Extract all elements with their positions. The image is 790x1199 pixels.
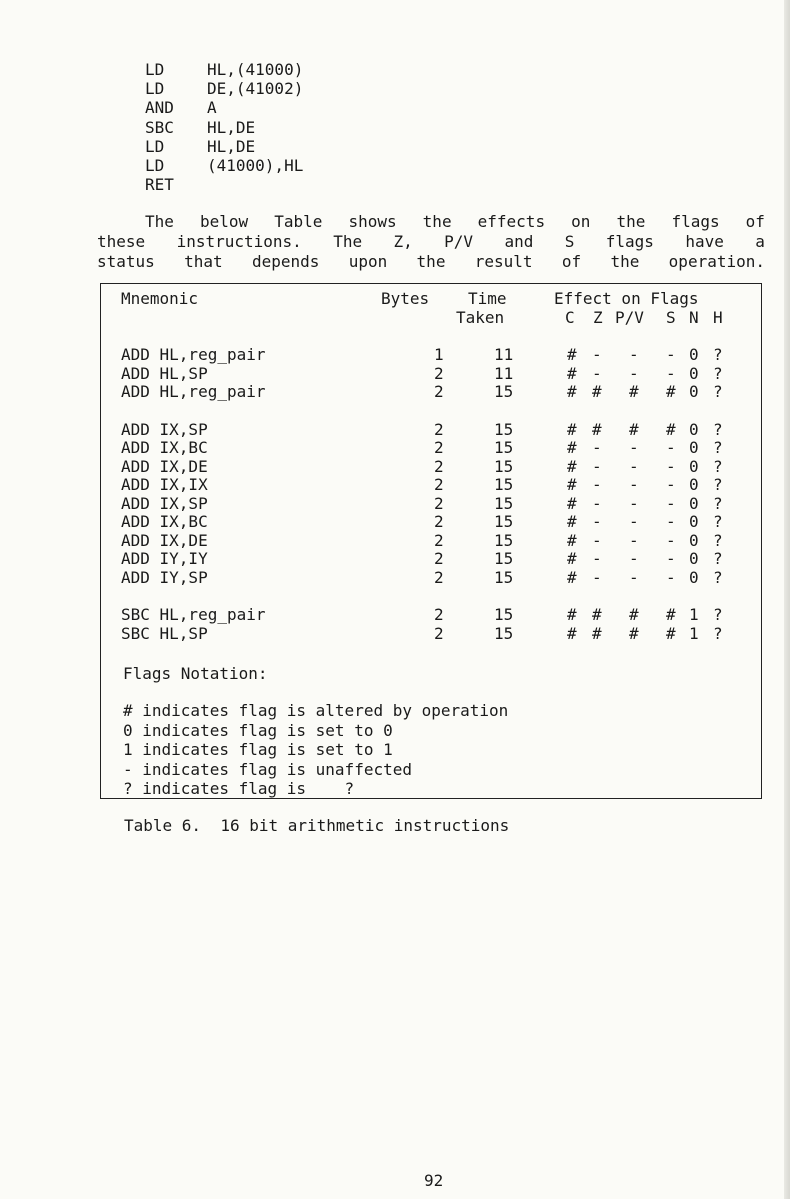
cell-time: 15: [494, 438, 514, 457]
paragraph-word: operation.: [668, 252, 765, 271]
paragraph-word: The: [333, 232, 363, 251]
code-operand: HL,DE: [207, 136, 256, 156]
table-row: [101, 549, 763, 568]
cell-time: 15: [494, 567, 514, 587]
cell-flag-h: ?: [713, 475, 723, 494]
cell-flag-n: 0: [689, 363, 699, 383]
cell-flag-s: #: [666, 419, 676, 439]
cell-mnemonic: ADD IY,SP: [121, 567, 208, 587]
cell-flag-pv: -: [629, 438, 639, 457]
cell-time: 15: [494, 549, 514, 568]
table-caption: Table 6. 16 bit arithmetic instructions: [124, 816, 510, 835]
header-effect-on-flags: Effect on Flags: [554, 289, 699, 308]
cell-bytes: 2: [434, 605, 444, 624]
code-line: [145, 137, 303, 156]
cell-bytes: 1: [434, 345, 444, 364]
paragraph-word: flags: [671, 212, 720, 231]
header-flag-n: N: [689, 308, 699, 327]
cell-flag-z: -: [592, 475, 602, 494]
cell-flag-pv: -: [629, 530, 639, 550]
table-row: [101, 364, 763, 383]
table-row: [101, 438, 763, 457]
cell-mnemonic: ADD HL,reg_pair: [121, 382, 266, 401]
cell-time: 15: [494, 382, 514, 401]
cell-flag-pv: -: [629, 363, 639, 383]
cell-flag-h: ?: [713, 382, 723, 401]
cell-flag-n: 1: [689, 623, 699, 643]
cell-flag-h: ?: [713, 363, 723, 383]
cell-flag-n: 0: [689, 475, 699, 494]
paragraph-word: Z,: [393, 232, 413, 251]
cell-flag-n: 0: [689, 419, 699, 439]
cell-time: 11: [494, 345, 514, 364]
paragraph-word: have: [685, 232, 724, 251]
cell-mnemonic: ADD IX,DE: [121, 530, 208, 550]
cell-flag-pv: -: [629, 567, 639, 587]
cell-mnemonic: SBC HL,SP: [121, 623, 208, 643]
cell-bytes: 2: [434, 493, 444, 513]
cell-flag-n: 1: [689, 605, 699, 624]
cell-flag-c: #: [567, 456, 577, 476]
paragraph-word: effects: [477, 212, 546, 231]
paragraph-word: Table: [274, 212, 323, 231]
notation-title: Flags Notation:: [123, 664, 268, 683]
paragraph-word: shows: [348, 212, 397, 231]
cell-time: 15: [494, 623, 514, 643]
cell-flag-s: -: [666, 493, 676, 513]
cell-bytes: 2: [434, 456, 444, 476]
table-row: [101, 382, 763, 401]
cell-bytes: 2: [434, 567, 444, 587]
code-line: [145, 175, 303, 194]
paragraph-word: of: [561, 252, 582, 271]
cell-flag-s: -: [666, 345, 676, 364]
cell-flag-c: #: [567, 567, 577, 587]
cell-flag-h: ?: [713, 512, 723, 531]
cell-flag-s: -: [666, 475, 676, 494]
cell-flag-h: ?: [713, 605, 723, 624]
cell-flag-z: #: [592, 623, 602, 643]
cell-flag-n: 0: [689, 382, 699, 401]
cell-flag-s: #: [666, 605, 676, 624]
cell-time: 15: [494, 605, 514, 624]
cell-bytes: 2: [434, 438, 444, 457]
code-opcode: LD: [145, 79, 165, 99]
cell-mnemonic: ADD HL,SP: [121, 363, 208, 383]
cell-flag-h: ?: [713, 623, 723, 643]
cell-flag-z: #: [592, 605, 602, 624]
code-line: [145, 60, 303, 79]
table-row: [101, 345, 763, 364]
paragraph-word: these: [97, 232, 146, 251]
cell-mnemonic: ADD IY,IY: [121, 549, 208, 568]
cell-mnemonic: ADD IX,SP: [121, 419, 208, 439]
cell-flag-pv: #: [629, 605, 639, 624]
header-flag-pv: P/V: [615, 308, 644, 327]
code-operand: (41000),HL: [207, 155, 304, 175]
cell-time: 11: [494, 363, 514, 383]
table-row: [101, 512, 763, 531]
header-flag-h: H: [713, 308, 723, 327]
cell-flag-z: -: [592, 345, 602, 364]
cell-flag-z: -: [592, 493, 602, 513]
table-row: [101, 420, 763, 439]
cell-bytes: 2: [434, 382, 444, 401]
code-line: [145, 156, 303, 175]
table-row: [101, 568, 763, 587]
cell-flag-c: #: [567, 605, 577, 624]
cell-flag-z: #: [592, 382, 602, 401]
cell-mnemonic: ADD IX,IX: [121, 475, 208, 494]
page-edge-shadow: [784, 0, 790, 1199]
cell-flag-h: ?: [713, 438, 723, 457]
cell-flag-s: #: [666, 623, 676, 643]
cell-flag-n: 0: [689, 456, 699, 476]
paragraph-line: [97, 232, 765, 252]
cell-mnemonic: ADD IX,DE: [121, 456, 208, 476]
flags-table: [100, 283, 762, 799]
cell-flag-h: ?: [713, 493, 723, 513]
cell-flag-n: 0: [689, 512, 699, 531]
paragraph-word: upon: [348, 252, 388, 271]
cell-flag-n: 0: [689, 549, 699, 568]
paragraph-word: the: [610, 252, 640, 271]
cell-flag-h: ?: [713, 419, 723, 439]
assembly-code-listing: [145, 60, 303, 194]
code-operand: DE,(41002): [207, 79, 304, 99]
header-flag-c: C: [565, 308, 575, 327]
cell-bytes: 2: [434, 419, 444, 439]
paragraph-word: S: [564, 232, 575, 251]
cell-time: 15: [494, 419, 514, 439]
table-row: [101, 494, 763, 513]
cell-flag-c: #: [567, 438, 577, 457]
header-mnemonic: Mnemonic: [121, 289, 199, 308]
paragraph-word: depends: [251, 252, 320, 271]
notation-line: - indicates flag is unaffected: [123, 759, 412, 779]
cell-flag-n: 0: [689, 530, 699, 550]
cell-flag-z: #: [592, 419, 602, 439]
cell-flag-z: -: [592, 530, 602, 550]
cell-flag-n: 0: [689, 345, 699, 364]
table-row: [101, 605, 763, 624]
cell-flag-z: -: [592, 549, 602, 568]
cell-flag-c: #: [567, 512, 577, 531]
cell-flag-pv: #: [629, 623, 639, 643]
cell-flag-pv: -: [629, 475, 639, 494]
paragraph-word: the: [416, 252, 446, 271]
paragraph-word: and: [504, 232, 534, 251]
paragraph-line: [97, 212, 765, 232]
cell-mnemonic: ADD IX,BC: [121, 438, 208, 457]
cell-flag-n: 0: [689, 493, 699, 513]
notation-line: 0 indicates flag is set to 0: [123, 720, 393, 740]
cell-flag-h: ?: [713, 549, 723, 568]
cell-flag-z: -: [592, 512, 602, 531]
cell-flag-h: ?: [713, 530, 723, 550]
paragraph-word: the: [422, 212, 452, 231]
cell-bytes: 2: [434, 363, 444, 383]
cell-mnemonic: ADD IX,BC: [121, 512, 208, 531]
code-line: [145, 79, 303, 98]
paragraph-word: a: [755, 232, 765, 251]
cell-flag-pv: #: [629, 419, 639, 439]
cell-flag-h: ?: [713, 567, 723, 587]
cell-time: 15: [494, 456, 514, 476]
cell-flag-s: -: [666, 438, 676, 457]
cell-flag-pv: -: [629, 456, 639, 476]
paragraph-word: the: [616, 212, 646, 231]
cell-flag-pv: #: [629, 382, 639, 401]
header-time-taken: Taken: [456, 308, 505, 327]
code-operand: HL,(41000): [207, 60, 304, 79]
cell-bytes: 2: [434, 549, 444, 568]
paragraph-word: The: [145, 212, 174, 231]
paragraph-line: [97, 252, 765, 272]
paragraph-word: on: [571, 212, 591, 231]
code-opcode: AND: [145, 98, 174, 118]
cell-bytes: 2: [434, 512, 444, 531]
header-flag-z: Z: [593, 308, 603, 327]
table-row: [101, 624, 763, 643]
paragraph-word: below: [199, 212, 249, 231]
cell-time: 15: [494, 493, 514, 513]
cell-flag-pv: -: [629, 512, 639, 531]
paragraph-word: of: [745, 212, 765, 231]
paragraph-word: P/V: [444, 232, 474, 251]
cell-flag-z: -: [592, 363, 602, 383]
cell-flag-s: -: [666, 549, 676, 568]
code-operand: A: [207, 98, 217, 118]
description-paragraph: [97, 212, 765, 272]
cell-bytes: 2: [434, 475, 444, 494]
cell-flag-c: #: [567, 382, 577, 401]
paragraph-word: that: [184, 252, 223, 271]
table-row: [101, 457, 763, 476]
header-time: Time: [468, 289, 507, 308]
cell-bytes: 2: [434, 623, 444, 643]
cell-flag-pv: -: [629, 549, 639, 568]
cell-flag-n: 0: [689, 567, 699, 587]
cell-time: 15: [494, 530, 514, 550]
cell-mnemonic: ADD IX,SP: [121, 493, 208, 513]
cell-flag-s: -: [666, 363, 676, 383]
cell-flag-pv: -: [629, 345, 639, 364]
cell-flag-s: #: [666, 382, 676, 401]
cell-mnemonic: ADD HL,reg_pair: [121, 345, 266, 364]
cell-flag-s: -: [666, 512, 676, 531]
cell-flag-c: #: [567, 345, 577, 364]
cell-flag-z: -: [592, 567, 602, 587]
cell-flag-pv: -: [629, 493, 639, 513]
cell-flag-c: #: [567, 363, 577, 383]
code-opcode: SBC: [145, 117, 174, 137]
paragraph-word: status: [97, 252, 155, 271]
cell-flag-h: ?: [713, 345, 723, 364]
page-number: 92: [424, 1171, 444, 1190]
code-opcode: LD: [145, 60, 165, 79]
cell-flag-s: -: [666, 567, 676, 587]
cell-flag-n: 0: [689, 438, 699, 457]
cell-flag-s: -: [666, 530, 676, 550]
table-row: [101, 475, 763, 494]
code-line: [145, 98, 303, 117]
header-bytes: Bytes: [381, 289, 430, 308]
cell-mnemonic: SBC HL,reg_pair: [121, 605, 266, 624]
paragraph-word: instructions.: [176, 232, 302, 251]
header-flag-s: S: [666, 308, 676, 327]
notation-line: # indicates flag is altered by operation: [123, 701, 509, 720]
code-operand: HL,DE: [207, 117, 256, 137]
code-opcode: LD: [145, 155, 165, 175]
paragraph-word: flags: [605, 232, 654, 251]
cell-time: 15: [494, 475, 514, 494]
cell-bytes: 2: [434, 530, 444, 550]
cell-flag-c: #: [567, 419, 577, 439]
cell-flag-z: -: [592, 456, 602, 476]
cell-flag-c: #: [567, 493, 577, 513]
cell-flag-c: #: [567, 549, 577, 568]
notation-line: ? indicates flag is ?: [123, 779, 355, 798]
cell-time: 15: [494, 512, 514, 531]
cell-flag-z: -: [592, 438, 602, 457]
table-row: [101, 531, 763, 550]
code-opcode: RET: [145, 175, 174, 195]
cell-flag-s: -: [666, 456, 676, 476]
cell-flag-h: ?: [713, 456, 723, 476]
cell-flag-c: #: [567, 475, 577, 494]
cell-flag-c: #: [567, 530, 577, 550]
notation-line: 1 indicates flag is set to 1: [123, 740, 393, 759]
code-line: [145, 118, 303, 137]
paragraph-word: result: [474, 252, 533, 271]
cell-flag-c: #: [567, 623, 577, 643]
code-opcode: LD: [145, 136, 165, 156]
